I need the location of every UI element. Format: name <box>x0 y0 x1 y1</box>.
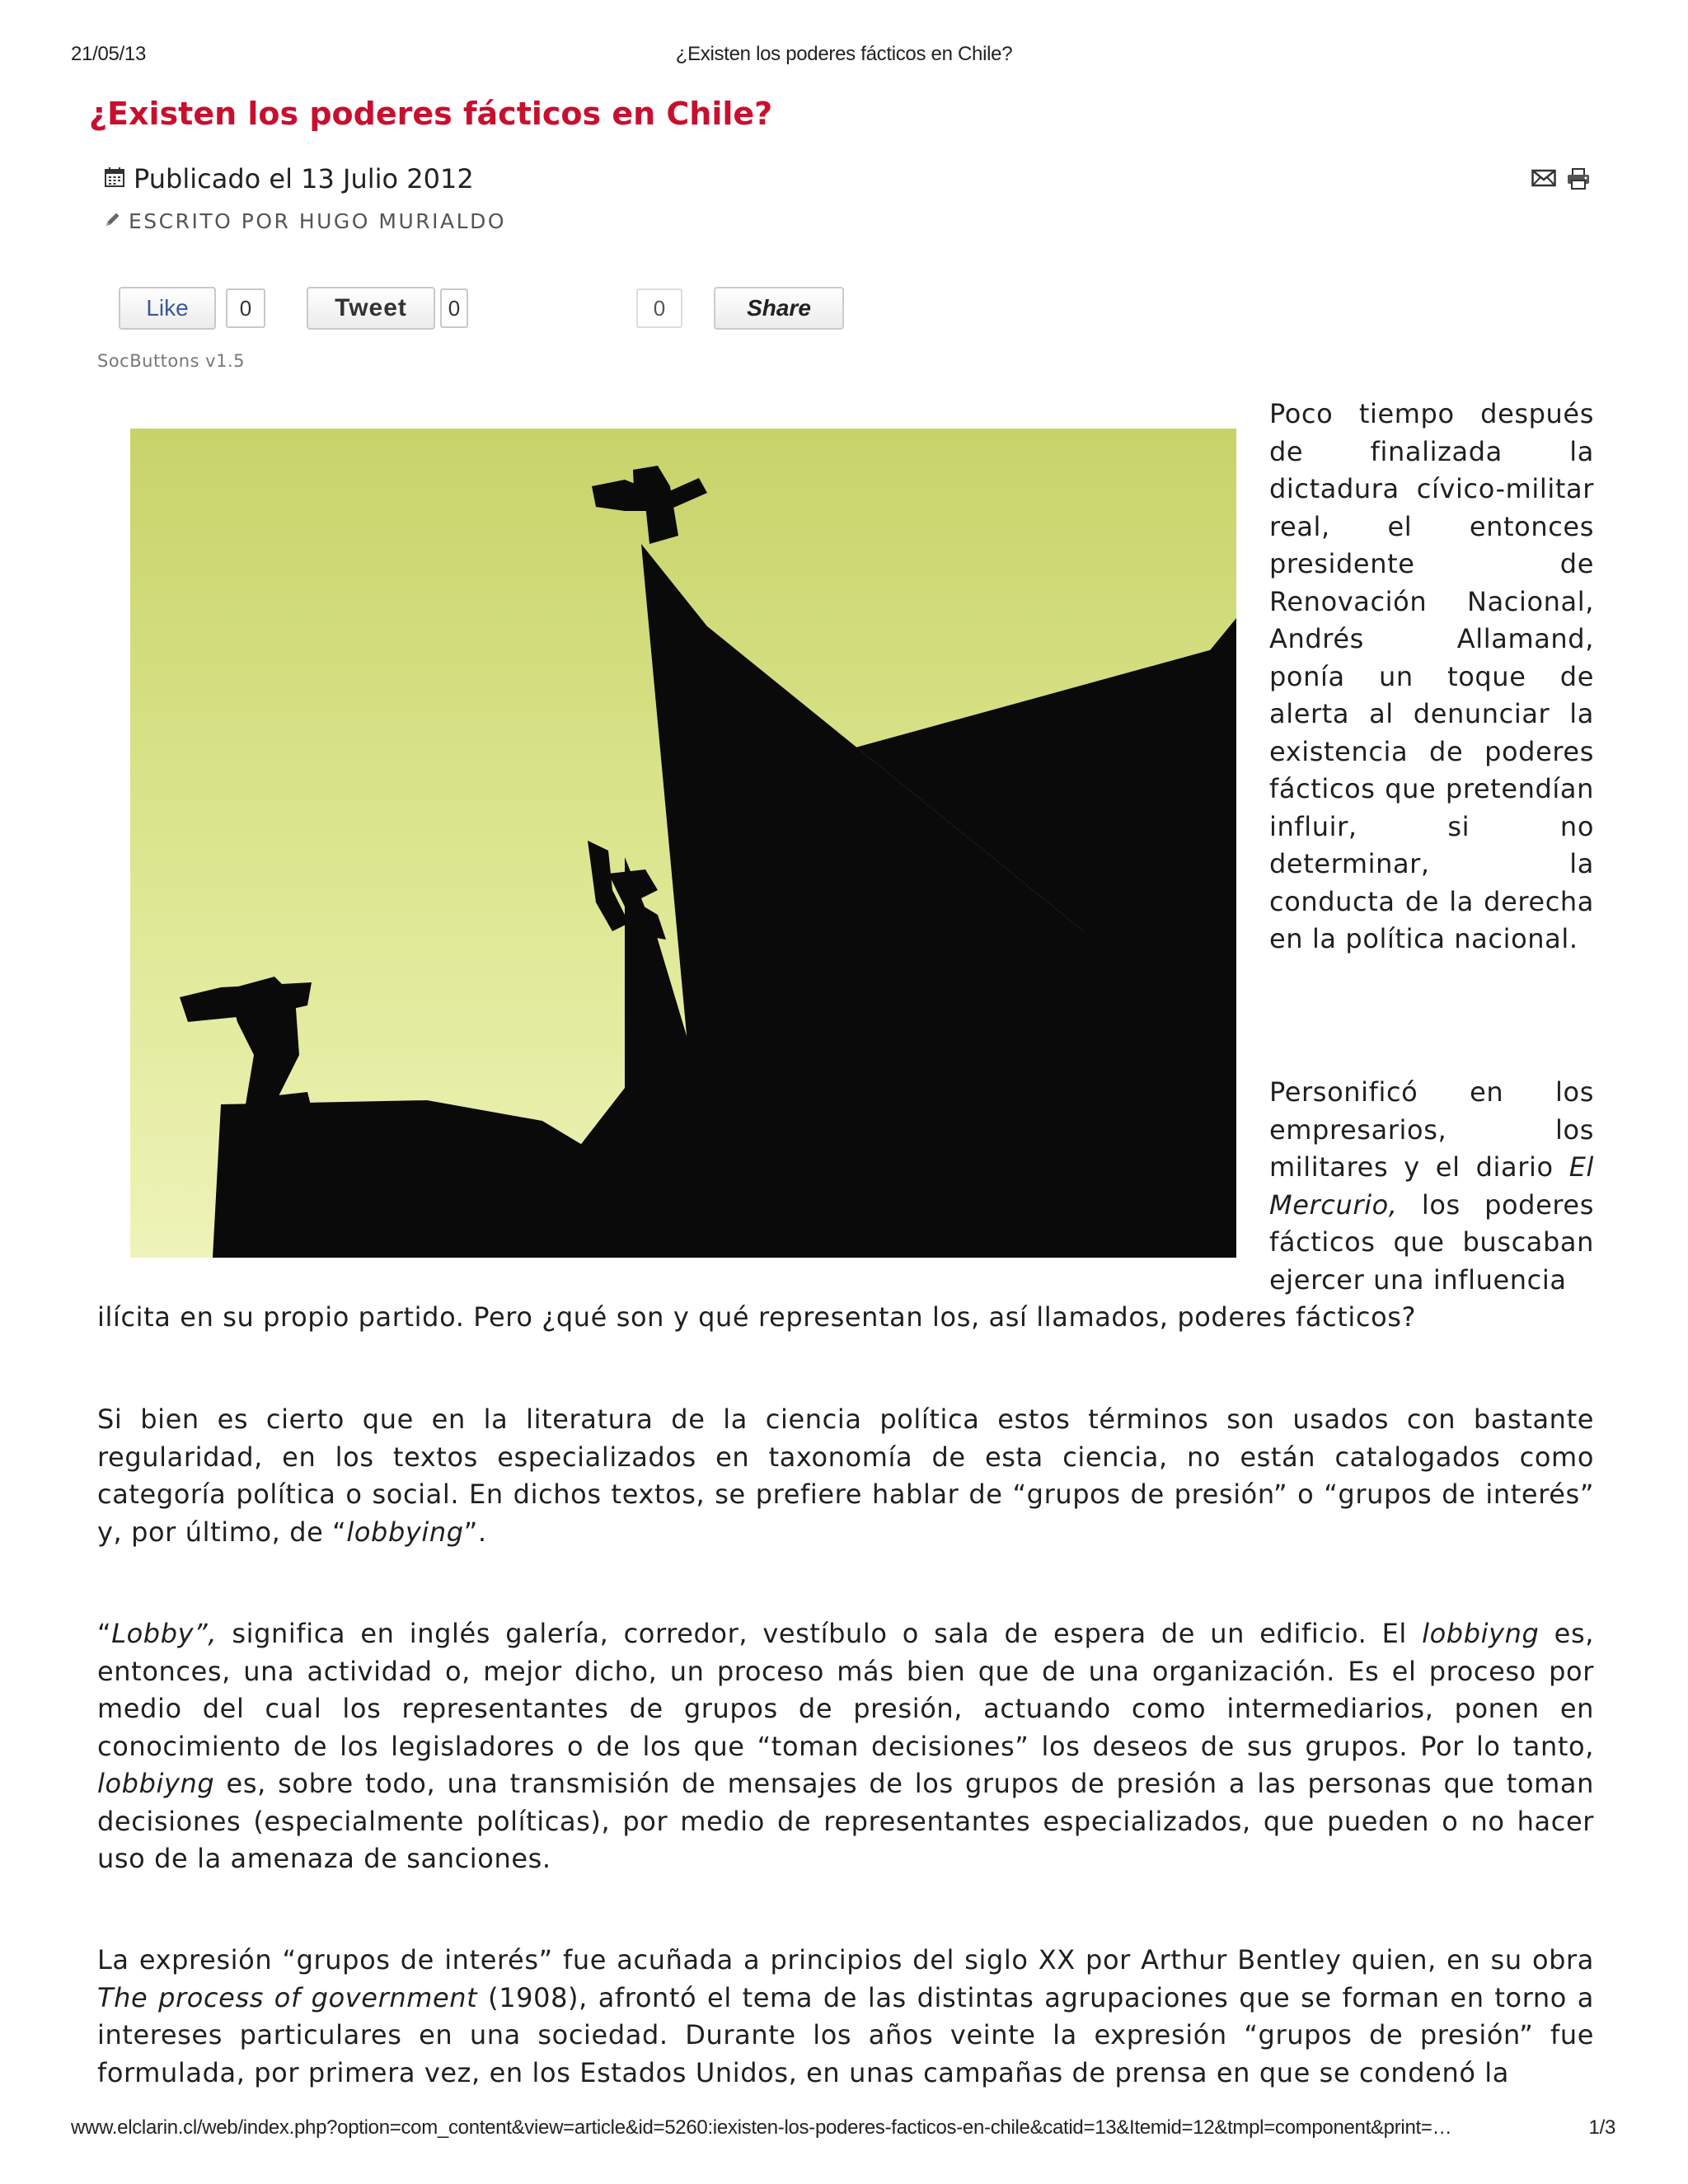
paragraph-4-text-a: “ <box>97 1618 112 1649</box>
calendar-icon <box>104 163 125 194</box>
page-url: www.elclarin.cl/web/index.php?option=com_content&view=article&id=5260:iexisten-los-poderes-facticos-en-chile&catid=13&Itemid=12&tmpl=component&print=… <box>71 2116 1452 2139</box>
paragraph-4-italic-1: Lobby”, <box>111 1618 218 1649</box>
paragraph-4 <box>97 1615 1594 1878</box>
paragraph-5 <box>97 1942 1594 2092</box>
paragraph-2-start: Personificó en los empresarios, los militares y el diario <box>1269 1076 1594 1183</box>
print-header <box>0 43 1688 71</box>
tweet-button[interactable]: Tweet <box>307 287 435 330</box>
paragraph-3-text-b: ”. <box>463 1516 487 1548</box>
print-footer <box>0 2116 1688 2144</box>
social-buttons <box>119 287 844 333</box>
tweet-count: 0 <box>440 288 468 328</box>
paragraph-5-text-a: La expresión “grupos de interés” fue acuñada a principios del siglo XX por Arthur Bentley quien, en su obra <box>97 1944 1594 1975</box>
plus-one-count: 0 <box>636 288 682 328</box>
paragraph-2 <box>1269 1074 1594 1299</box>
paragraph-4-italic-2: lobbiyng <box>1422 1618 1540 1649</box>
church-silhouette-image <box>130 429 1236 1258</box>
paragraph-5-text-b: (1908), afrontó el tema de las distintas agrupaciones que se forman en torno a intereses particulares en una sociedad. Durante los años veinte la expresión “grupos de presión” fue formulada, por primera vez, en los Estados Unidos, en unas campañas de prensa en que se condenó la <box>97 1981 1595 2088</box>
like-count: 0 <box>226 288 265 328</box>
print-page-title: ¿Existen los poderes fácticos en Chile? <box>675 43 1013 65</box>
print-date: 21/05/13 <box>71 43 147 65</box>
pencil-icon <box>104 209 122 233</box>
paragraph-4-text-b: significa en inglés galería, corredor, vestíbulo o sala de espera de un edificio. El <box>217 1618 1423 1649</box>
paragraph-5-italic: The process of government <box>97 1981 478 2013</box>
article-actions <box>1531 168 1591 190</box>
facebook-like-button[interactable]: Like <box>119 287 216 330</box>
published-date <box>104 163 474 194</box>
paragraph-2-tail: ilícita en su propio partido. Pero ¿qué son y qué representan los, así llamados, poderes fácticos? <box>97 1301 1417 1333</box>
published-label: Publicado el 13 Julio 2012 <box>134 163 474 194</box>
paragraph-4-text-d: es, sobre todo, una transmisión de mensajes de los grupos de presión a las personas que toman decisiones (especialmente políticas), por medio de representantes especializados, que pueden o no hacer uso de la amenaza de sanciones. <box>97 1768 1594 1874</box>
paragraph-2-italic: El Mercurio, <box>1269 1151 1594 1221</box>
paragraph-3-italic: lobbying <box>346 1516 464 1548</box>
paragraph-1: Poco tiempo después de finalizada la dictadura cívico-militar real, el entonces presidente de Renovación Nacional, Andrés Allamand, ponía un toque de alerta al denunciar la existencia de poderes fácticos que pretendían influir, si no determinar, la conducta de la derecha en la política nacional. <box>1269 398 1594 954</box>
page-number: 1/3 <box>1588 2116 1615 2139</box>
paragraph-4-text-c: es, entonces, una actividad o, mejor dicho, un proceso más bien que de una organización. Es el proceso por medio del cual los representantes de grupos de presión, actuando como intermediarios, ponen en conocimiento de los legisladores o de los que “toman decisiones” los deseos de sus grupos. Por lo tanto, <box>97 1618 1594 1762</box>
paragraph-2-mid: los poderes fácticos que buscaban ejercer una influencia <box>1269 1188 1594 1296</box>
share-button[interactable]: Share <box>714 287 844 330</box>
paragraph-4-italic-3: lobbiyng <box>97 1768 215 1799</box>
author-line <box>104 209 506 233</box>
email-icon[interactable] <box>1531 168 1556 190</box>
socbuttons-version-label: SocButtons v1.5 <box>97 351 246 371</box>
author-label: ESCRITO POR HUGO MURIALDO <box>129 209 506 233</box>
paragraph-3 <box>97 1401 1594 1551</box>
print-icon[interactable] <box>1566 168 1591 190</box>
paragraph-3-text-a: Si bien es cierto que en la literatura de la ciencia política estos términos son usados con bastante regularidad, en los textos especializados en taxonomía de esta ciencia, no están catalogados como categoría política o social. En dichos textos, se prefiere hablar de “grupos de presión” o “grupos de interés” y, por último, de “ <box>97 1404 1594 1548</box>
article-title[interactable]: ¿Existen los poderes fácticos en Chile? <box>89 96 773 132</box>
